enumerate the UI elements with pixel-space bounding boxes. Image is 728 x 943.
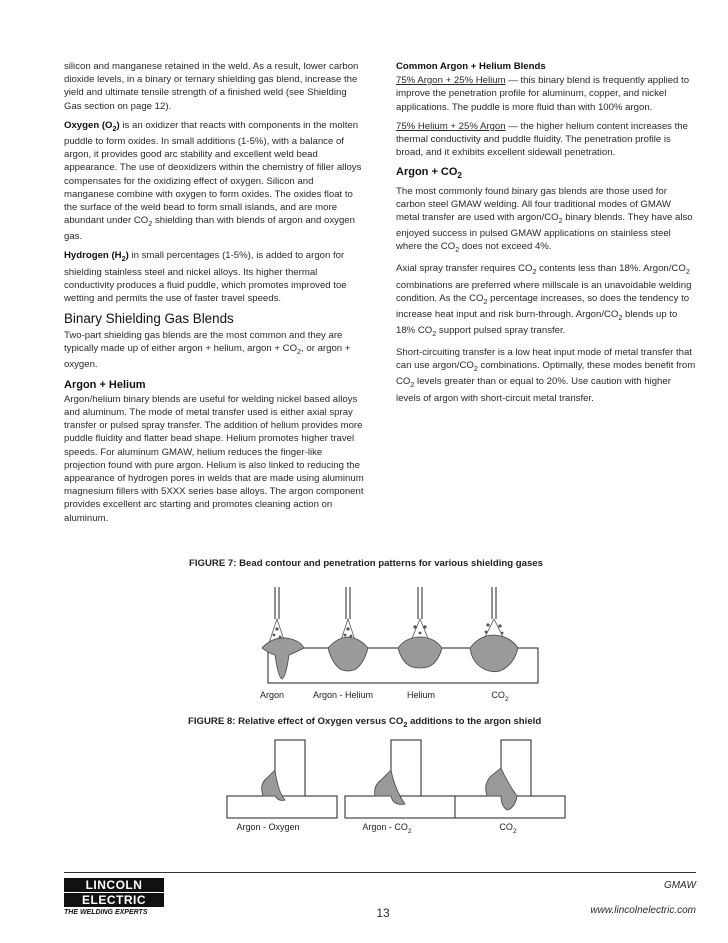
right-column: [396, 60, 696, 411]
heading-argon-helium: Argon + Helium: [64, 378, 146, 391]
oxygen-term: Oxygen $(O_2)$: [64, 119, 120, 133]
figure-8-label-argon-co2: Argon - $CO_2$: [362, 822, 412, 835]
co2-joint: [455, 740, 565, 818]
heading-common-blends: Common Argon + Helium Blends: [396, 61, 546, 72]
figure-7-label-argon: Argon: [259, 690, 285, 700]
footer-divider: [64, 872, 696, 873]
paragraph-axial-spray: Axial spray transfer requires $CO_2$ contents less than 18%. Argon/$CO_2$ combinations are preferred where millscale is an unavoidable welding condition. As the $CO_2$ percentage increases, so does the tendency to increase heat input and risk burn-through. Argon/$CO_2$ blends up to 18% $CO_2$ support pulsed spray transfer.: [396, 263, 692, 338]
logo-line-2: ELECTRIC: [64, 892, 164, 907]
logo-line-1: LINCOLN: [64, 878, 164, 892]
argon-oxygen-joint: [227, 740, 337, 818]
logo-tagline: THE WELDING EXPERTS: [64, 909, 148, 916]
figure-8-caption: FIGURE 8: Relative effect of Oxygen versus $CO_2$ additions to the argon shield: [188, 716, 542, 729]
paragraph-argon-helium: Argon/helium binary blends are useful for welding nickel based alloys and aluminum. The mode of metal transfer used is either axial spray transfer or pulsed spray transfer. The addition of helium provides more puddle fluidity and flatter bead shape. Helium promotes higher travel speeds. For aluminum GMAW, helium reduces the finger-like projection found with pure argon. Helium is also linked to reducing the appearance of hydrogen pores in welds that are made using aluminum magnesium fillers with 5XXX series base alloys. The argon component provides excellent arc starting and promotes cleaning action on aluminum.: [64, 393, 364, 524]
co2-electrode: [482, 587, 506, 643]
blend-1-name: 75% Argon + 25% Helium: [396, 75, 506, 87]
figure-7-label-helium: Helium: [406, 690, 435, 700]
argon-helium-electrode: [340, 587, 356, 643]
paragraph-blend-1: 75% Argon + 25% Helium — this binary blend is frequently applied to improve the penetration profile for aluminum, copper, and nickel applications. The puddle is more fluid than with 100% argon.: [396, 75, 690, 113]
figure-7-label-co2: $CO_2$: [491, 690, 509, 703]
paragraph-hydrogen: Hydrogen $(H_2)$ in small percentages (1-5%), is added to argon for shielding stainless steel and nickel alloys. Its higher thermal conductivity produces a fluid puddle, which promotes improved toe wetting and permits the use of faster travel speeds.: [64, 250, 347, 304]
page-number: 13: [376, 906, 390, 920]
figure-7-label-argon-helium: Argon - Helium: [312, 690, 374, 700]
figure-8-diagram: [225, 738, 585, 820]
paragraph-argon-co2: The most commonly found binary gas blends are those used for carbon steel GMAW welding. All four traditional modes of GMAW metal transfer are used with argon/$CO_2$ binary blends. They have also enjoyed success in pulsed GMAW applications on stainless steel where the $CO_2$ does not exceed 4%.: [396, 185, 693, 255]
section-name: GMAW: [663, 880, 696, 891]
heading-binary-blends: Binary Shielding Gas Blends: [64, 311, 234, 327]
figure-7-caption: FIGURE 7: Bead contour and penetration patterns for various shielding gases: [189, 558, 543, 569]
helium-electrode: [410, 587, 430, 643]
paragraph-oxygen: Oxygen $(O_2)$ is an oxidizer that reacts with components in the molten puddle to form oxides. In small additions (1-5%), with a balance of argon, it provides good arc stability and excellent weld bead appearance. The use of deoxidizers within the chemistry of filler alloys compensates for the oxidizing effect of oxygen. Silicon and manganese combine with oxygen to form oxides. The oxides float to the surface of the weld bead to form small islands, and are more abundant under $CO_2$ shielding than with blends of argon and oxygen gas.: [64, 119, 362, 243]
lincoln-electric-logo: [64, 878, 164, 916]
paragraph-co2-intro: silicon and manganese retained in the weld. As a result, lower carbon dioxide levels, in a binary or ternary shielding gas blend, increase the yield and ultimate tensile strength of a finished weld (see Shielding Gas section on page 12).: [64, 61, 359, 112]
paragraph-blend-2: 75% Helium + 25% Argon — the higher helium content increases the thermal conductivity and puddle fluidity. The penetration profile is broad, and it exhibits excellent sidewall penetration.: [396, 120, 688, 159]
argon-electrode: [269, 587, 285, 643]
figure-8-label-argon-oxygen: Argon - Oxygen: [236, 822, 300, 832]
paragraph-binary-blends: Two-part shielding gas blends are the most common and they are typically made up of either argon + helium, argon + $CO_2$, or argon + oxygen.: [64, 330, 351, 371]
website-link[interactable]: www.lincolnelectric.com: [590, 905, 696, 916]
hydrogen-term: Hydrogen $(H_2)$: [64, 250, 129, 264]
argon-co2-joint: [345, 740, 455, 818]
paragraph-short-circuit: Short-circuiting transfer is a low heat input mode of metal transfer that can use argon/$CO_2$ combinations. Optimally, these modes benefit from $CO_2$ levels greater than or equal to 20%. Use caution with higher levels of argon with short-circuit metal transfer.: [396, 347, 696, 404]
figure-7-diagram: [260, 585, 550, 690]
blend-2-name: 75% Helium + 25% Argon: [396, 120, 506, 132]
left-column: [64, 60, 364, 531]
figure-8-label-co2: $CO_2$: [499, 822, 517, 835]
heading-argon-co2: Argon + $CO_2$: [396, 166, 463, 181]
